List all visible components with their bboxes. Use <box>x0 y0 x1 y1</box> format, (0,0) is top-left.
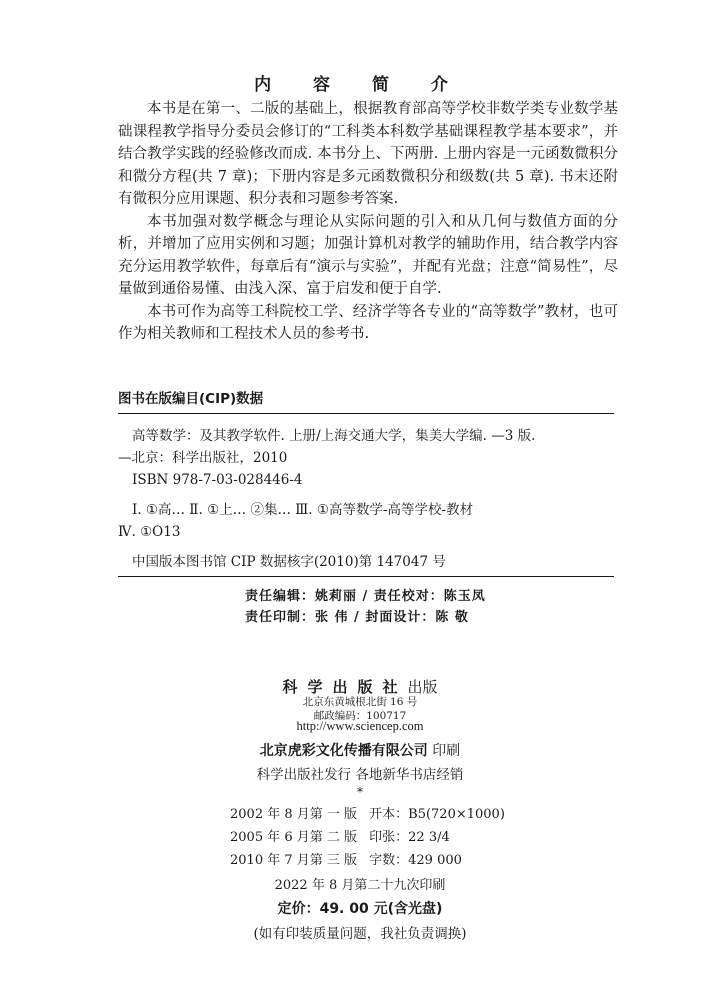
staff-credits <box>245 586 486 628</box>
cip-line-title: 高等数学：及其教学软件. 上册/上海交通大学，集美大学编. —3 版. <box>132 428 536 444</box>
intro-text <box>118 98 618 346</box>
printer-name: 北京虎彩文化传播有限公司 <box>259 743 428 759</box>
cip-classification-2: Ⅳ. ①O13 <box>118 524 181 540</box>
publisher-suffix: 出版 <box>407 678 438 696</box>
cip-record-number: 中国版本图书馆 CIP 数据核字(2010)第 147047 号 <box>132 554 446 570</box>
page-title: 内 容 简 介 <box>254 75 466 95</box>
cip-record <box>118 425 618 573</box>
edition-info <box>230 803 505 872</box>
edition-date: 2002 年 8 月第 一 版 <box>230 807 358 822</box>
intro-paragraph-3: 本书可作为高等工科院校工学、经济学等各专业的“高等数学”教材，也可作为相关教师和工程技术人员的参考书. <box>118 303 618 342</box>
cip-line-publisher: —北京：科学出版社，2010 <box>118 450 288 466</box>
divider-rule <box>118 413 614 414</box>
edition-row <box>230 826 505 849</box>
printer-suffix: 印刷 <box>432 743 461 759</box>
edition-spec: 字数：429 000 <box>369 853 462 868</box>
edition-spec: 开本：B5(720×1000) <box>369 807 505 822</box>
edition-spec: 印张：22 3/4 <box>369 830 450 845</box>
credits-line-2: 责任印制：张 伟 / 封面设计：陈 敬 <box>245 610 469 625</box>
credits-line-1: 责任编辑：姚莉丽 / 责任校对：陈玉凤 <box>245 589 486 604</box>
edition-date: 2005 年 6 月第 二 版 <box>230 830 358 845</box>
cip-isbn: ISBN 978-7-03-028446-4 <box>132 472 303 488</box>
price: 定价：49. 00 元(含光盘) <box>277 901 443 917</box>
publisher-name: 科学出版社 <box>282 678 408 696</box>
cip-classification: Ⅰ. ①高… Ⅱ. ①上… ②集… Ⅲ. ①高等数学-高等学校-教材 <box>132 502 474 518</box>
edition-row <box>230 803 505 826</box>
cip-heading: 图书在版编目(CIP)数据 <box>118 391 264 407</box>
publisher-url: http://www.sciencep.com <box>296 719 424 733</box>
separator-star: * <box>357 785 363 799</box>
edition-row <box>230 849 505 872</box>
intro-paragraph-2: 本书加强对数学概念与理论从实际问题的引入和从几何与数值方面的分析，并增加了应用实例和习题；加强计算机对教学的辅助作用，结合教学内容充分运用教学软件，每章后有“演示与实验”，并配有光盘；注意“简易性”，尽量做到通俗易懂、由浅入深、富于启发和便于自学. <box>118 213 618 297</box>
distribution-line: 科学出版社发行 各地新华书店经销 <box>256 767 464 783</box>
publisher-address: 北京东黄城根北街 16 号 <box>302 696 418 708</box>
print-run: 2022 年 8 月第二十九次印刷 <box>274 878 446 893</box>
intro-paragraph-1: 本书是在第一、二版的基础上，根据教育部高等学校非数学类专业数学基础课程教学指导分委员会修订的“工科类本科数学基础课程教学基本要求”，并结合教学实践的经验修改而成. 本书分上、下两册. 上册内容是一元函数微积分和微分方程(共 7 章)；下册内容是多元函数微积分和级数(共 5 章). 书末还附有微积分应用课题、积分表和习题参考答案. <box>118 101 618 207</box>
edition-date: 2010 年 7 月第 三 版 <box>230 853 358 868</box>
divider-rule <box>118 576 614 577</box>
printer-line <box>0 740 720 760</box>
quality-notice: (如有印装质量问题，我社负责调换) <box>253 926 467 942</box>
publisher-zip: 邮政编码：100717 <box>313 710 407 722</box>
